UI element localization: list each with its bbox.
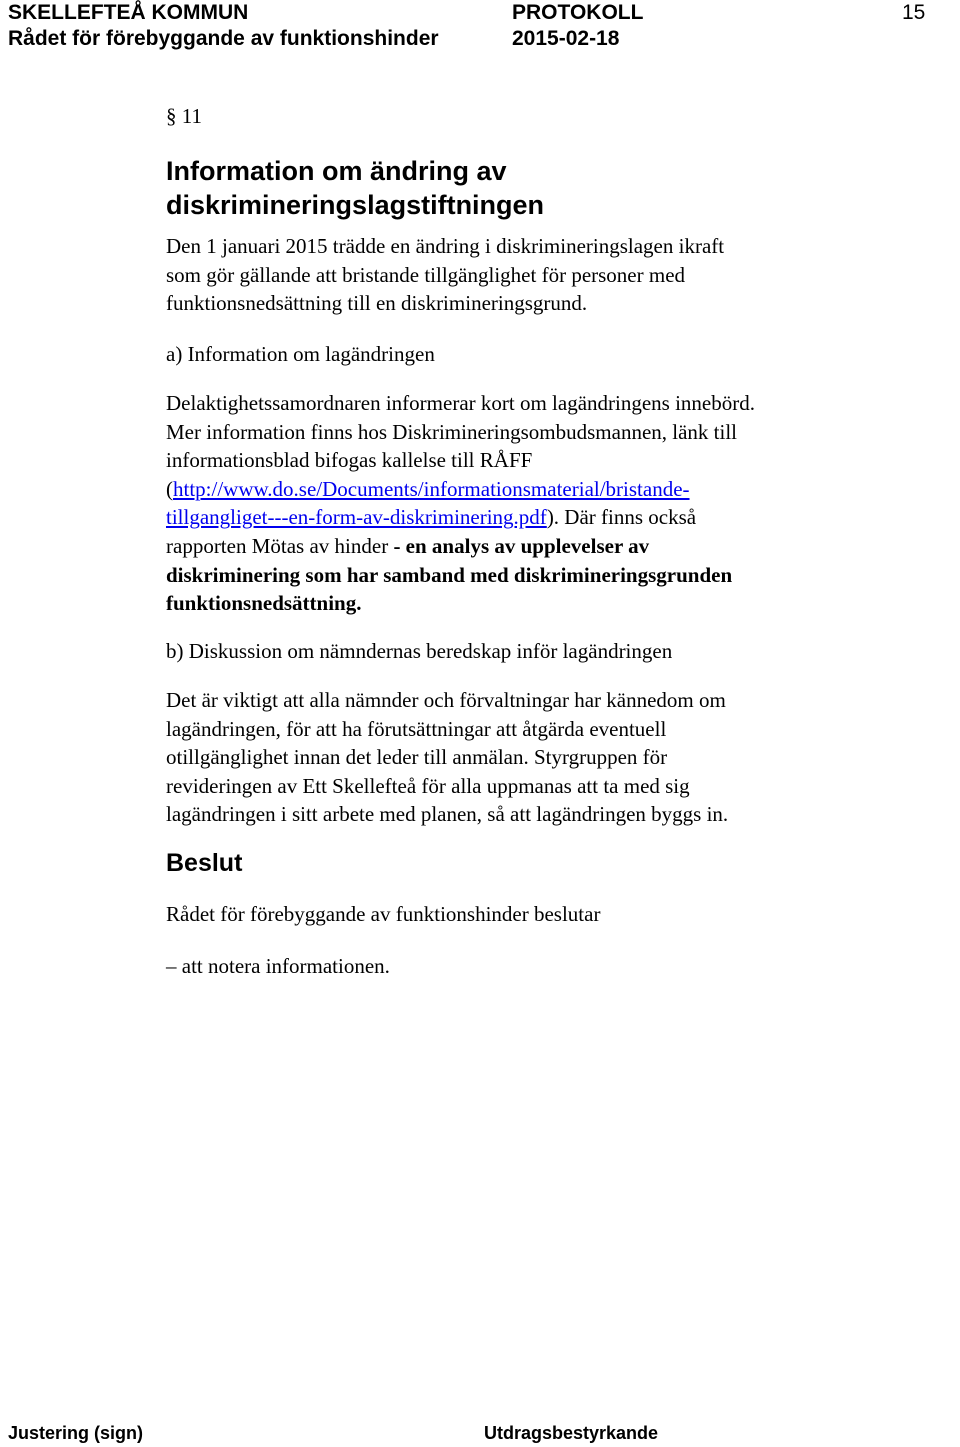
intro-paragraph [166, 232, 724, 318]
do-se-link[interactable]: http://www.do.se/Documents/informationsmaterial/bristande- [173, 476, 690, 501]
after-link-text: ). Där finns också [546, 505, 697, 530]
report-title-part2: diskriminering som har samband med diskrimineringsgrunden [166, 562, 733, 587]
open-paren: ( [166, 476, 173, 501]
item-b-paragraph [166, 686, 728, 829]
item-b-line: revideringen av Ett Skellefteå för alla uppmanas att ta med sig [166, 773, 690, 798]
report-intro-text: rapporten Mötas av hinder [166, 533, 394, 558]
item-a-line: Mer information finns hos Diskrimineringsombudsmannen, länk till [166, 419, 738, 444]
report-title-part1: - en analys av upplevelser av [393, 533, 650, 558]
decision-line: Rådet för förebyggande av funktionshinder beslutar [166, 902, 601, 926]
section-title-line1: Information om ändring av [166, 156, 507, 186]
intro-line: funktionsnedsättning till en diskrimineringsgrund. [166, 291, 588, 316]
item-a-line: informationsblad bifogas kallelse till RÅFF [166, 448, 533, 473]
item-b-line: otillgänglighet innan det leder till anmälan. Styrgruppen för [166, 745, 668, 770]
header-committee: Rådet för förebyggande av funktionshinder [8, 27, 439, 50]
intro-line: Den 1 januari 2015 trädde en ändring i diskrimineringslagen ikraft [166, 234, 725, 258]
report-title-part3: funktionsnedsättning. [166, 591, 362, 616]
item-b-line: Det är viktigt att alla nämnder och förvaltningar har kännedom om [166, 688, 726, 712]
decision-item: – att notera informationen. [166, 954, 390, 978]
item-b-heading: b) Diskussion om nämndernas beredskap inför lagändringen [166, 639, 673, 663]
header-page-number: 15 [902, 1, 926, 24]
header-date: 2015-02-18 [512, 27, 620, 50]
header-org: SKELLEFTEÅ KOMMUN [8, 1, 249, 24]
footer-certification-label: Utdragsbestyrkande [484, 1423, 659, 1443]
footer-signature-label: Justering (sign) [8, 1423, 144, 1443]
item-a-paragraph [166, 389, 755, 618]
intro-line: som gör gällande att bristande tillgänglighet för personer med [166, 262, 686, 287]
do-se-link-continued[interactable]: tillgangliget---en-form-av-diskriminering.pdf [166, 505, 547, 530]
item-a-line: Delaktighetssamordnaren informerar kort om lagändringens innebörd. [166, 391, 755, 415]
paragraph-number: § 11 [166, 104, 202, 128]
decision-heading: Beslut [166, 849, 243, 877]
item-b-line: lagändringen i sitt arbete med planen, så att lagändringen byggs in. [166, 802, 729, 827]
item-a-heading: a) Information om lagändringen [166, 342, 435, 366]
section-title-line2: diskrimineringslagstiftningen [166, 190, 545, 220]
header-doc-type: PROTOKOLL [512, 1, 644, 24]
item-b-line: lagändringen, för att ha förutsättningar att åtgärda eventuell [166, 716, 667, 741]
